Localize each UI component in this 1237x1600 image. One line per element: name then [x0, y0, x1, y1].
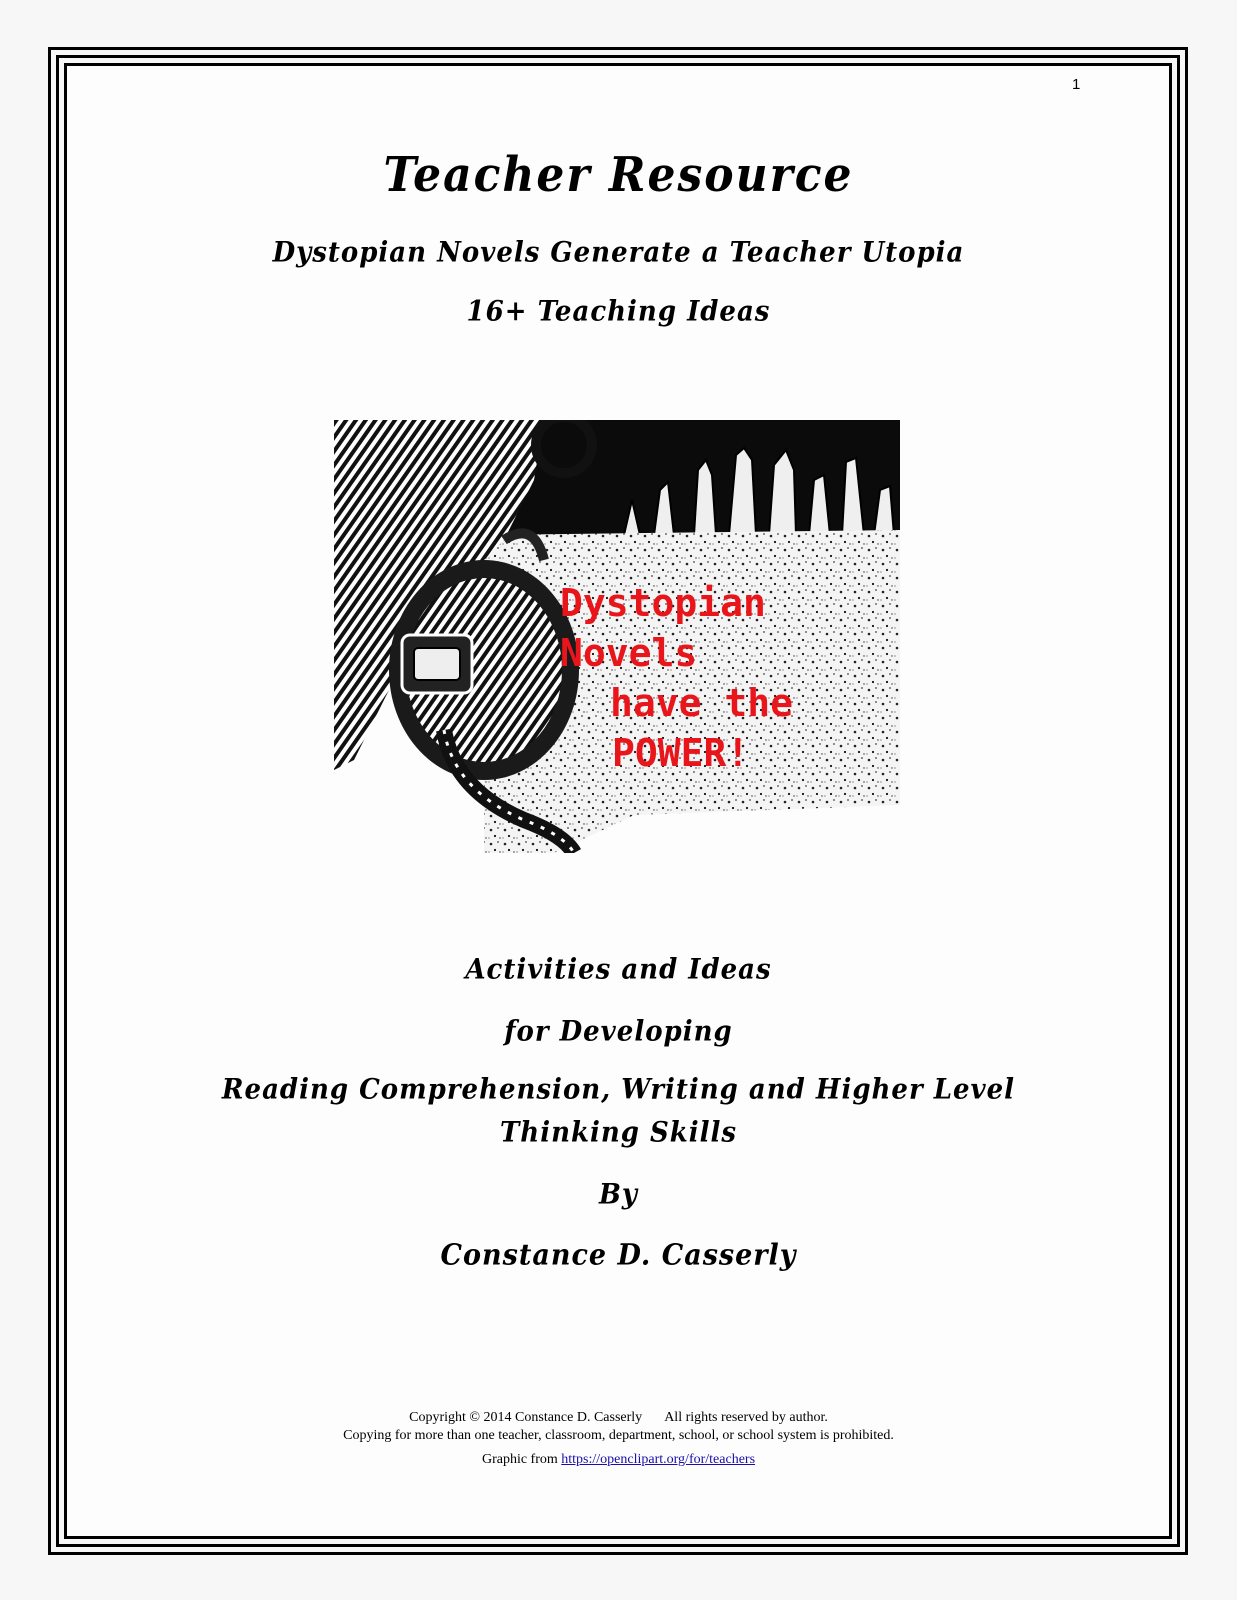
graphic-credit — [0, 1451, 1237, 1468]
copyright-line — [0, 1409, 1237, 1426]
author-name: Constance D. Casserly — [440, 1238, 797, 1273]
for-developing-heading: for Developing — [504, 1015, 733, 1049]
openclipart-link[interactable]: https://openclipart.org/for/teachers — [561, 1452, 756, 1467]
rights-text: All rights reserved by author. — [664, 1410, 828, 1425]
page-number: 1 — [1072, 76, 1081, 93]
activities-heading: Activities and Ideas — [465, 953, 772, 987]
graphic-caption-line-2: Novels — [560, 631, 698, 675]
subtitle: Dystopian Novels Generate a Teacher Utopia — [272, 236, 965, 270]
graphic-caption-line-4: POWER! — [612, 731, 750, 775]
graphic-caption-line-3: have the — [610, 681, 794, 725]
copying-notice: Copying for more than one teacher, classroom, department, school, or school system is prohibited. — [343, 1428, 894, 1443]
by-line: By — [598, 1178, 639, 1212]
teaching-ideas-count: 16+ Teaching Ideas — [466, 295, 771, 329]
graphic-from-label: Graphic from — [481, 1452, 558, 1467]
graphic-caption-line-1: Dystopian — [560, 581, 766, 625]
copyright-text: Copyright © 2014 Constance D. Casserly — [409, 1410, 643, 1425]
skills-heading-line-1: Reading Comprehension, Writing and Higher Level — [221, 1073, 1016, 1107]
skills-heading-line-2: Thinking Skills — [499, 1116, 738, 1150]
dystopian-illustration — [334, 420, 900, 853]
page-title: Teacher Resource — [383, 147, 854, 204]
